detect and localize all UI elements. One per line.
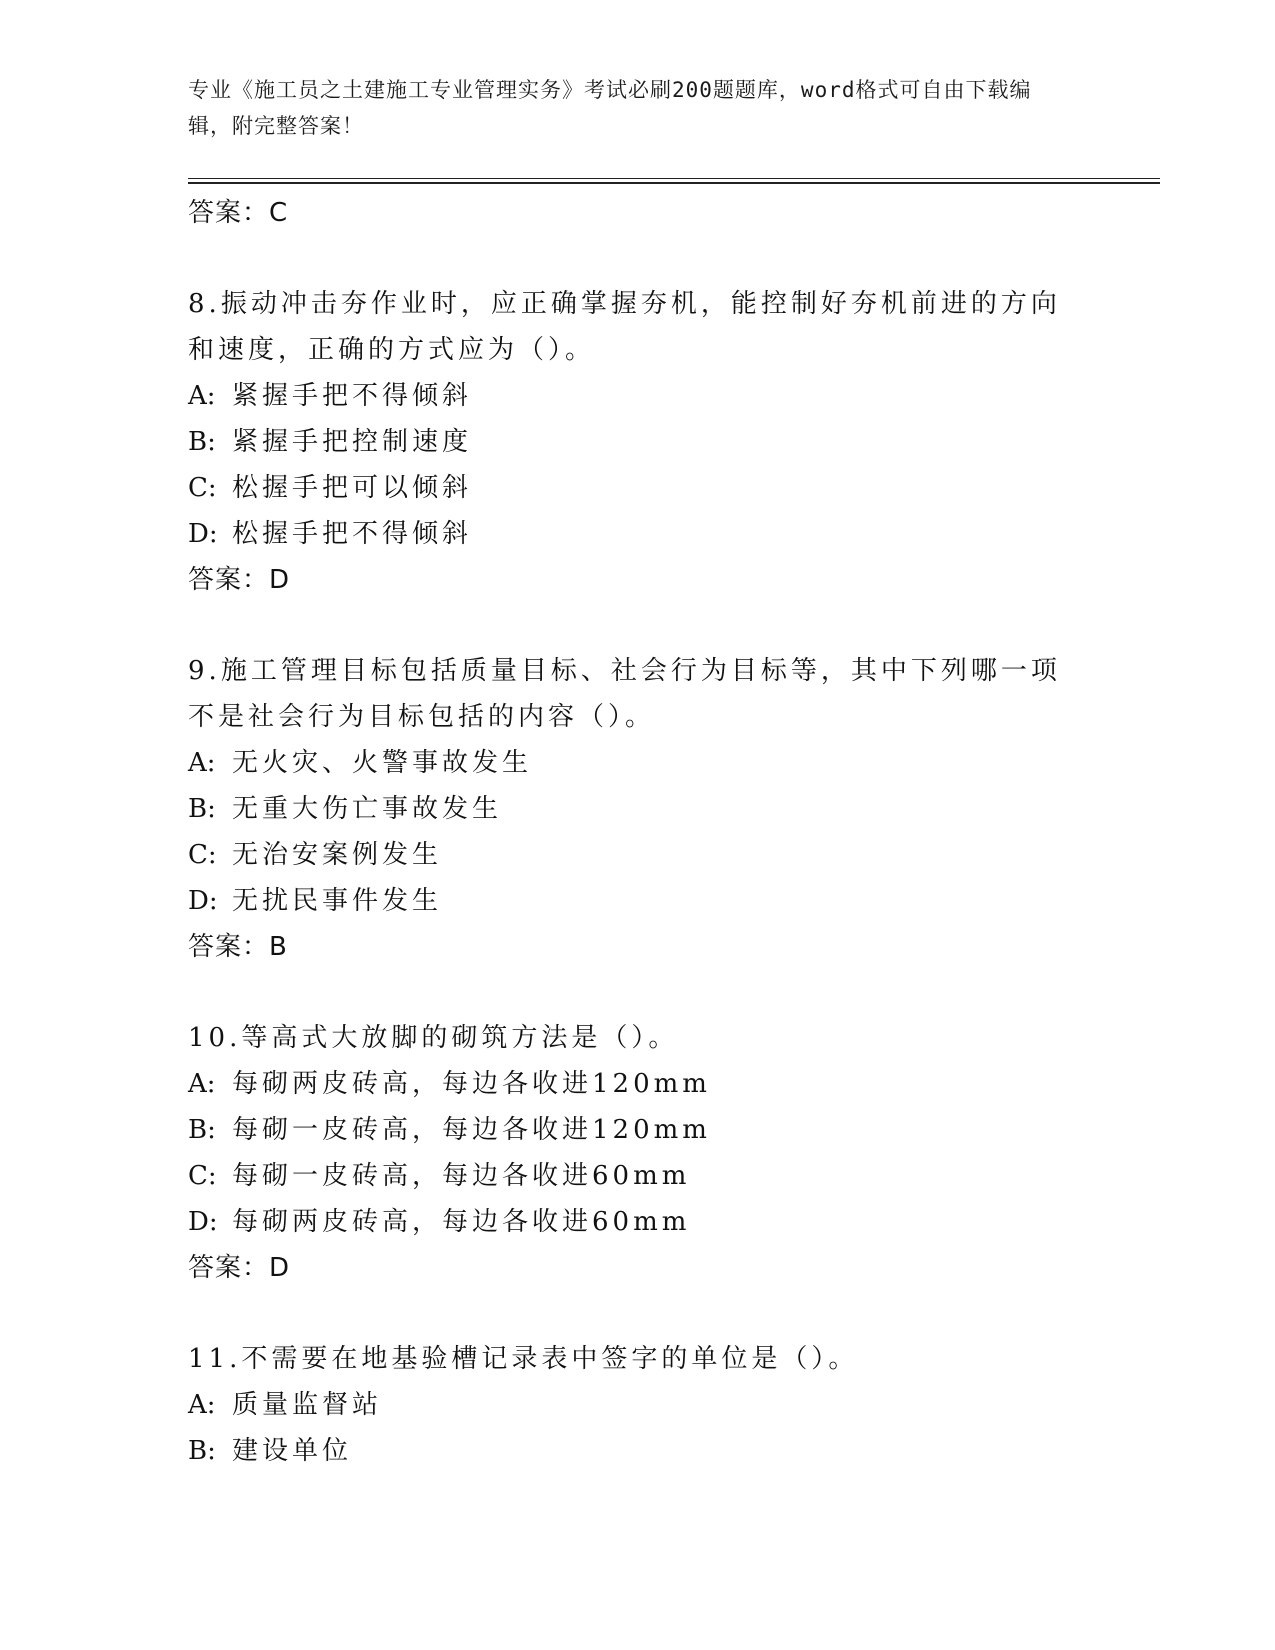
option-d: D: 每砌两皮砖高，每边各收进60mm [188, 1207, 691, 1237]
option-a: A: 紧握手把不得倾斜 [188, 381, 473, 411]
header-text: 专业《施工员之土建施工专业管理实务》考试必刷200题题库，word格式可自由下载编辑，附完整答案！ [188, 78, 1032, 138]
question-text: 8.振动冲击夯作业时，应正确掌握夯机，能控制好夯机前进的方向和速度，正确的方式应为（）。 [188, 289, 1061, 365]
option-a: A: 无火灾、火警事故发生 [188, 748, 533, 778]
option-d: D: 松握手把不得倾斜 [188, 519, 473, 549]
option-c: C: 松握手把可以倾斜 [188, 473, 473, 503]
answer-line: 答案：B [188, 932, 288, 962]
option-b: B: 每砌一皮砖高，每边各收进120mm [188, 1115, 711, 1145]
answer-line: 答案：D [188, 1253, 291, 1283]
question-text: 9.施工管理目标包括质量目标、社会行为目标等，其中下列哪一项不是社会行为目标包括的内容（）。 [188, 656, 1061, 732]
option-c: C: 无治安案例发生 [188, 840, 443, 870]
option-b: B: 无重大伤亡事故发生 [188, 794, 503, 824]
question-list [188, 190, 1088, 1474]
question-11 [188, 1336, 1088, 1474]
document-header [188, 72, 1068, 144]
option-d: D: 无扰民事件发生 [188, 886, 443, 916]
question-10 [188, 1015, 1088, 1291]
option-a: A: 每砌两皮砖高，每边各收进120mm [188, 1069, 711, 1099]
option-b: B: 建设单位 [188, 1436, 353, 1466]
answer-line: 答案：D [188, 565, 291, 595]
option-a: A: 质量监督站 [188, 1390, 383, 1420]
question-9 [188, 648, 1088, 970]
header-divider-thick [188, 182, 1160, 184]
question-text: 10.等高式大放脚的砌筑方法是（）。 [188, 1023, 679, 1053]
question-text: 11.不需要在地基验槽记录表中签字的单位是（）。 [188, 1344, 859, 1374]
answer-line: 答案：C [188, 198, 289, 228]
question-8 [188, 281, 1088, 603]
header-divider-thin [188, 178, 1160, 179]
option-c: C: 每砌一皮砖高，每边各收进60mm [188, 1161, 691, 1191]
option-b: B: 紧握手把控制速度 [188, 427, 473, 457]
